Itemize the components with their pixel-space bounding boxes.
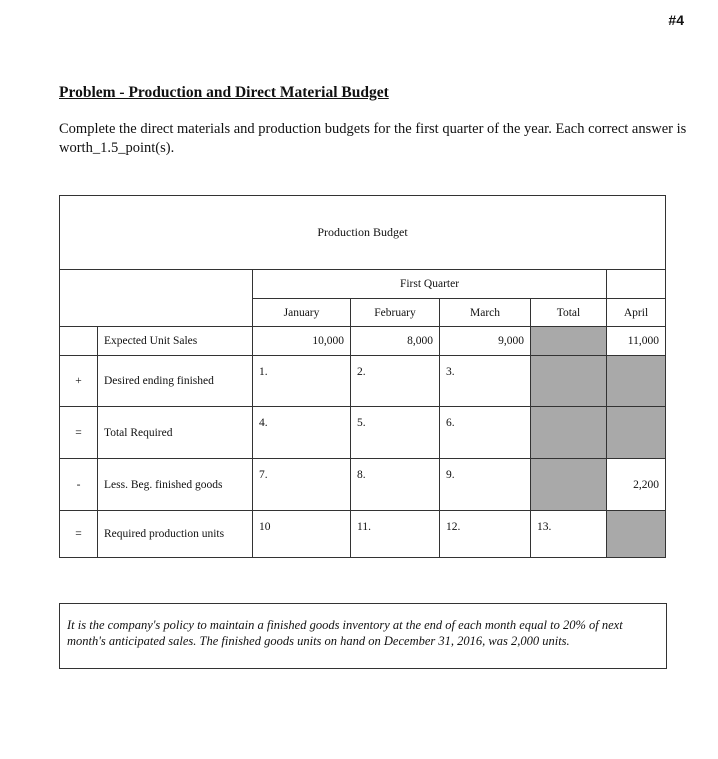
col-header-january: January	[253, 299, 351, 327]
cell-april-shaded	[607, 407, 666, 459]
answer-cell-8[interactable]: 8.	[351, 459, 440, 511]
answer-cell-12[interactable]: 12.	[440, 511, 531, 558]
production-budget-table	[59, 195, 666, 558]
col-header-total: Total	[531, 299, 607, 327]
col-header-april: April	[607, 299, 666, 327]
answer-cell-6[interactable]: 6.	[440, 407, 531, 459]
row-label: Less. Beg. finished goods	[98, 459, 253, 511]
col-header-february: February	[351, 299, 440, 327]
cell-april-shaded	[607, 511, 666, 558]
answer-cell-1[interactable]: 1.	[253, 356, 351, 407]
cell-total-shaded	[531, 327, 607, 356]
answer-cell-11[interactable]: 11.	[351, 511, 440, 558]
answer-cell-9[interactable]: 9.	[440, 459, 531, 511]
quarter-header-blank	[607, 270, 666, 299]
answer-cell-4[interactable]: 4.	[253, 407, 351, 459]
cell-april: 2,200	[607, 459, 666, 511]
instructions-end: point(s).	[125, 140, 175, 156]
row-sign: -	[60, 459, 98, 511]
quarter-header: First Quarter	[253, 270, 607, 299]
answer-cell-10[interactable]: 10	[253, 511, 351, 558]
cell-total-shaded	[531, 459, 607, 511]
table-row	[60, 407, 666, 459]
table-row	[60, 511, 666, 558]
answer-cell-5[interactable]: 5.	[351, 407, 440, 459]
instructions-text	[59, 120, 689, 158]
row-label: Expected Unit Sales	[98, 327, 253, 356]
col-header-march: March	[440, 299, 531, 327]
instructions-main: Complete the direct materials and production budgets for the first quarter of the year. Each correct answer is worth	[59, 121, 687, 156]
points-value: _1.5_	[92, 140, 126, 156]
answer-cell-13[interactable]: 13.	[531, 511, 607, 558]
table-row	[60, 327, 666, 356]
answer-cell-2[interactable]: 2.	[351, 356, 440, 407]
row-sign	[60, 327, 98, 356]
page-number: #4	[668, 12, 684, 28]
row-sign: =	[60, 511, 98, 558]
row-sign: +	[60, 356, 98, 407]
cell-february: 8,000	[351, 327, 440, 356]
table-row	[60, 459, 666, 511]
row-label: Total Required	[98, 407, 253, 459]
answer-cell-3[interactable]: 3.	[440, 356, 531, 407]
cell-april-shaded	[607, 356, 666, 407]
header-blank-cell	[60, 270, 253, 327]
cell-march: 9,000	[440, 327, 531, 356]
table-row	[60, 356, 666, 407]
cell-april: 11,000	[607, 327, 666, 356]
cell-total-shaded	[531, 356, 607, 407]
cell-total-shaded	[531, 407, 607, 459]
row-sign: =	[60, 407, 98, 459]
row-label: Required production units	[98, 511, 253, 558]
cell-january: 10,000	[253, 327, 351, 356]
problem-heading: Problem - Production and Direct Material Budget	[59, 84, 389, 101]
answer-cell-7[interactable]: 7.	[253, 459, 351, 511]
policy-note: It is the company's policy to maintain a finished goods inventory at the end of each month equal to 20% of next month's anticipated sales. The finished goods units on hand on December 31, 2016, was 2,000 units.	[59, 603, 667, 669]
budget-title-text: Production Budget	[317, 225, 408, 239]
budget-title	[60, 196, 666, 270]
row-label: Desired ending finished	[98, 356, 253, 407]
